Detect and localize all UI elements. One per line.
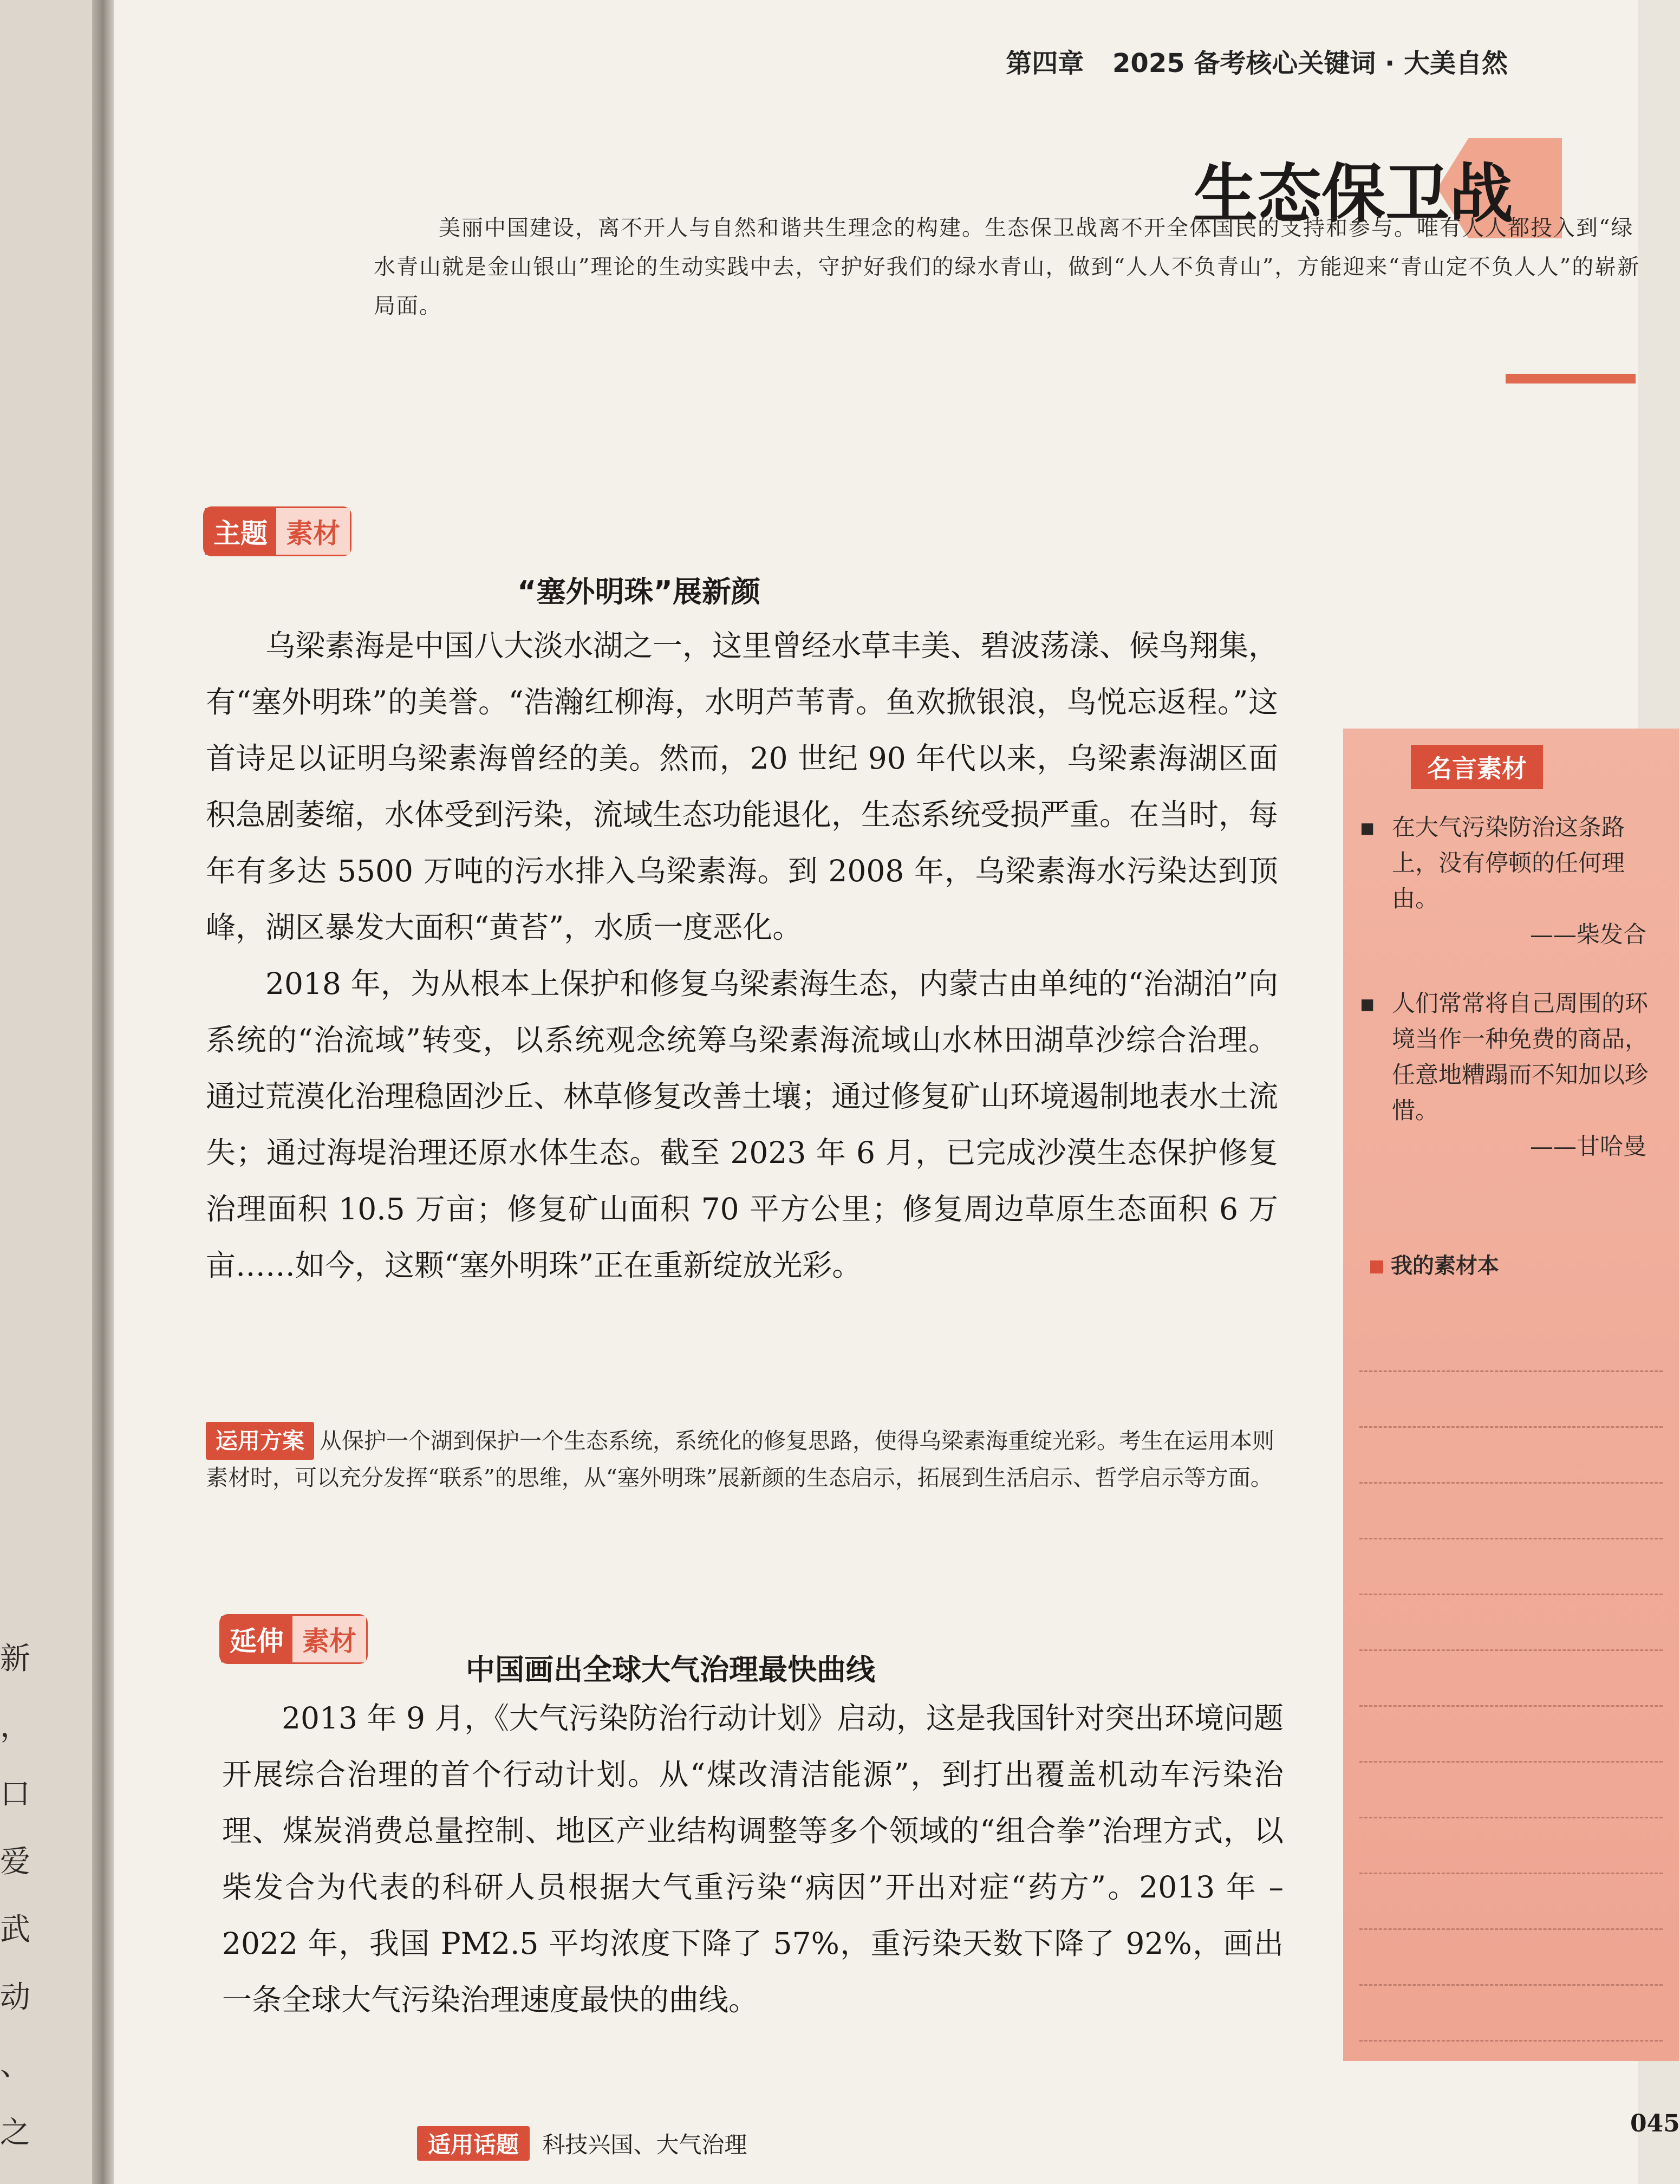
paragraph: 2013 年 9 月，《大气污染防治行动计划》启动，这是我国针对突出环境问题开展综合治理的首个行动计划。从“煤改清洁能源”，到打出覆盖机动车污染治理、煤炭消费总量控制、地区产业结构调整等多个领域的“组合拳”治理方式，以柴发合为代表的科研人员根据大气重污染“病因”开出对症“药方”。2013 年 –2022 年，我国 PM2.5 平均浓度下降了 57%，重污染天数下降了 92%，画出一条全球大气污染治理速度最快的曲线。 [222,1701,1284,2017]
note-line [1359,1707,1663,1763]
topic-label: 适用话题 [417,2126,530,2161]
usage-text: 从保护一个湖到保护一个生态系统，系统化的修复思路，使得乌梁素海重绽光彩。考生在运用本则素材时，可以充分发挥“联系”的思维，从“塞外明珠”展新颜的生态启示，拓展到生活启示、哲学启示等方面。 [206,1428,1274,1491]
left-char: ， [0,1709,30,1744]
note-line [1359,1874,1663,1930]
note-line [1359,1651,1663,1707]
left-page [0,0,103,2184]
article-body [206,618,1278,1294]
tag-primary: 延伸 [221,1616,292,1662]
article-title: “塞外明珠”展新颜 [517,575,760,609]
my-notes-heading [1370,1249,1499,1279]
notebook-icon [1370,1260,1383,1273]
left-page-text [0,1625,32,2167]
paragraph: 2018 年，为从根本上保护和修复乌梁素海生态，内蒙古由单纯的“治湖泊”向系统的“治流域”转变，以系统观念统筹乌梁素海流域山水林田湖草沙综合治理。通过荒漠化治理稳固沙丘、林草修复改善土壤；通过修复矿山环境遏制地表水土流失；通过海堤治理还原水体生态。截至 2023 年 6 月，已完成沙漠生态保护修复治理面积 10.5 万亩；修复矿山面积 70 平方公里；修复周边草原生态面积 6 万亩……如今，这颗“塞外明珠”正在重新绽放光彩。 [206,966,1279,1283]
left-char: 爱 [0,1844,30,1880]
my-notes-label: 我的素材本 [1391,1253,1499,1278]
note-line [1359,1428,1663,1484]
quote-item [1359,810,1663,953]
note-line [1359,1930,1663,1986]
article-body [222,1690,1284,2028]
note-line [1359,1595,1663,1651]
quote-author: ——甘哈曼 [1530,1133,1646,1160]
sidebar-title: 名言素材 [1411,745,1543,789]
note-line [1359,1539,1663,1595]
accent-rule [1506,374,1636,384]
theme-material-tag [203,506,351,556]
tag-secondary: 素材 [276,508,350,555]
square-bullet-icon: ▪ [1359,990,1376,1017]
topic-text: 科技兴国、大气治理 [542,2131,747,2158]
quote-item [1359,986,1663,1165]
page-title: 生态保卫战 [1193,155,1513,231]
extension-material-tag [219,1614,368,1664]
right-page [114,0,1680,2184]
note-lines [1359,1316,1663,2042]
page-number: 045 [1630,2110,1680,2137]
quote-text: 在大气污染防治这条路上，没有停顿的任何理由。 [1392,814,1625,913]
chapter-title: 2025 备考核心关键词 · 大美自然 [1112,48,1508,79]
usage-note [206,1422,1278,1496]
tag-primary: 主题 [205,508,276,555]
quote-text: 人们常常将自己周围的环境当作一种免费的商品，任意地糟蹋而不知加以珍惜。 [1392,990,1648,1124]
intro-paragraph: 美丽中国建设，离不开人与自然和谐共生理念的构建。生态保卫战离不开全体国民的支持和参与。唯有人人都投入到“绿水青山就是金山银山”理论的生动实践中去，守护好我们的绿水青山，做到“人人不负青山”，方能迎来“青山定不负人人”的崭新局面。 [374,216,1640,318]
note-line [1359,1818,1663,1874]
usage-label: 运用方案 [206,1422,314,1460]
book-gutter [92,0,114,2184]
note-line [1359,1484,1663,1539]
left-char: 动 [0,1980,30,2015]
note-line [1359,1986,1663,2042]
square-bullet-icon: ▪ [1359,814,1376,841]
note-line [1359,1316,1663,1372]
running-header [1006,42,1508,80]
note-line [1359,1372,1663,1428]
paragraph: 乌梁素海是中国八大淡水湖之一，这里曾经水草丰美、碧波荡漾、候鸟翔集，有“塞外明珠”的美誉。“浩瀚红柳海，水明芦苇青。鱼欢掀银浪，鸟悦忘返程。”这首诗足以证明乌梁素海曾经的美。然而，20 世纪 90 年代以来，乌梁素海湖区面积急剧萎缩，水体受到污染，流域生态功能退化，生态系统受损严重。在当时，每年有多达 5500 万吨的污水排入乌梁素海。到 2008 年，乌梁素海水污染达到顶峰，湖区暴发大面积“黄苔”，水质一度恶化。 [206,628,1279,945]
applicable-topics [417,2126,747,2161]
left-char: 、 [0,2047,30,2083]
quote-sidebar [1343,729,1679,2061]
left-char: 之 [0,2115,30,2150]
note-line [1359,1763,1663,1818]
tag-secondary: 素材 [292,1616,366,1662]
left-char: 新 [0,1641,30,1676]
chapter-label: 第四章 [1006,48,1084,79]
quote-author: ——柴发合 [1530,921,1646,948]
left-char: 口 [0,1777,30,1812]
left-char: 武 [0,1912,30,1947]
article-title: 中国画出全球大气治理最快曲线 [466,1653,875,1687]
